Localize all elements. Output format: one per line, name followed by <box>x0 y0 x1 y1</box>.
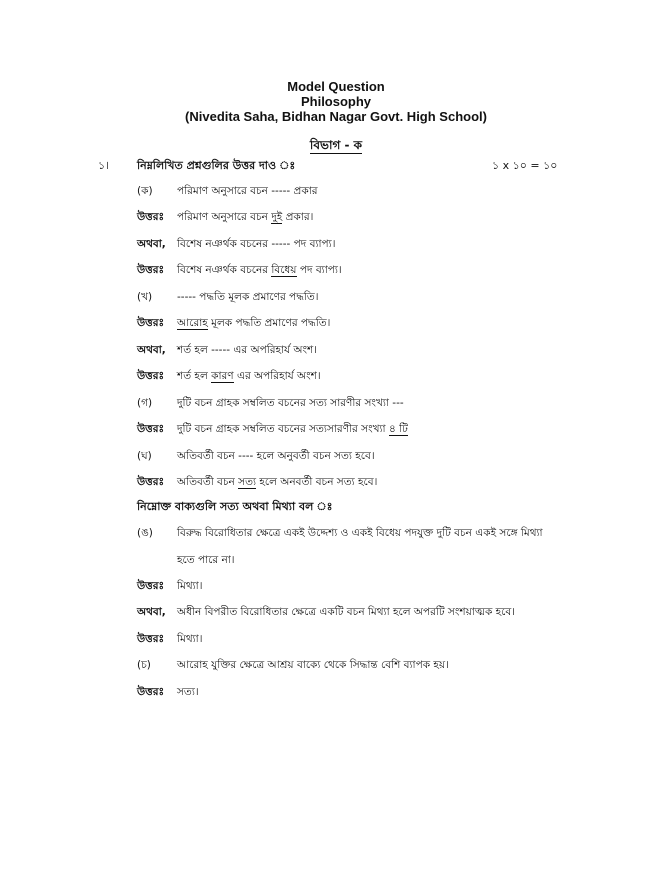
item-text <box>177 263 342 280</box>
item-text <box>177 396 404 413</box>
answer-label: উত্তরঃ <box>137 580 165 592</box>
text-before: দুটি বচন গ্রাহক সম্বলিত বচনের সত্যসারণীর সংখ্যা <box>177 423 389 435</box>
tf-instruction: নিম্নোক্ত বাক্যগুলি সত্য অথবা মিথ্যা বল ঃ <box>137 500 333 513</box>
item-label: (চ) <box>137 659 151 671</box>
text-before: বিশেষ নঞর্থক বচনের ----- পদ ব্যাপ্য। <box>177 238 336 250</box>
item-text <box>177 369 321 386</box>
text-before: পরিমাণ অনুসারে বচন ----- প্রকার <box>177 185 318 197</box>
item-text <box>177 210 313 227</box>
subject-title: Philosophy <box>300 94 372 109</box>
answer-label: উত্তরঃ <box>137 317 165 329</box>
text-after: প্রকার। <box>282 211 314 223</box>
item-text <box>177 184 318 201</box>
item-label: (ঘ) <box>137 450 152 462</box>
answer-label: উত্তরঃ <box>137 370 165 382</box>
marks-label: ১ x ১০ = ১০ <box>492 159 558 172</box>
item-text: অধীন বিপরীত বিরোধিতার ক্ষেত্রে একটি বচন মিথ্যা হলে অপরটি সংশয়াত্মক হবে। <box>177 606 515 618</box>
text-after: হলে অনবর্তী বচন সত্য হবে। <box>256 476 378 488</box>
underlined-answer: বিধেয় <box>271 264 297 276</box>
answer-label: অথবা, <box>137 344 166 356</box>
underlined-answer: আরোহ <box>177 317 208 329</box>
item-text: বিরুদ্ধ বিরোধিতার ক্ষেত্রে একই উদ্দেশ্য ও একই বিধেয় পদযুক্ত দুটি বচন একই সঙ্গে মিথ্যা <box>177 527 543 539</box>
item-text <box>177 290 319 307</box>
item-text <box>177 237 335 254</box>
underlined-answer: কারণ <box>211 370 234 382</box>
section-heading: বিভাগ - ক <box>309 138 363 152</box>
text-before: দুটি বচন গ্রাহক সম্বলিত বচনের সত্য সারণীর সংখ্যা --- <box>177 397 404 409</box>
text-after: পদ ব্যাপ্য। <box>296 264 342 276</box>
item-text-continued: হতে পারে না। <box>177 554 235 566</box>
item-text <box>177 422 408 439</box>
item-text <box>177 475 377 492</box>
answer-label: উত্তরঃ <box>137 476 165 488</box>
item-label: (খ) <box>137 291 153 303</box>
item-text: আরোহ যুক্তির ক্ষেত্রে আশ্রয় বাক্যে থেকে সিদ্ধান্ত বেশি ব্যাপক হয়। <box>177 659 449 671</box>
item-label: (গ) <box>137 397 153 409</box>
or-label: অথবা, <box>137 606 166 618</box>
document-title: Model Question <box>287 79 385 94</box>
answer-label: উত্তরঃ <box>137 686 165 698</box>
answer-label: উত্তরঃ <box>137 264 165 276</box>
underlined-answer: দুই <box>271 211 283 223</box>
item-text <box>177 316 330 333</box>
item-text <box>177 449 375 466</box>
answer-label: অথবা, <box>137 238 166 250</box>
text-before: শর্ত হল <box>177 370 212 382</box>
question-instruction: নিম্নলিখিত প্রশ্নগুলির উত্তর দাও ঃ <box>137 159 296 172</box>
text-after: মূলক পদ্ধতি প্রমাণের পদ্ধতি। <box>207 317 331 329</box>
underlined-answer: সত্য <box>238 476 257 488</box>
text-before: পরিমাণ অনুসারে বচন <box>177 211 272 223</box>
item-label: (ঙ) <box>137 527 153 539</box>
text-before: অতিবর্তী বচন ---- হলে অনুবর্তী বচন সত্য হবে। <box>177 450 375 462</box>
answer-text: মিথ্যা। <box>177 633 203 645</box>
answer-text: মিথ্যা। <box>177 580 203 592</box>
text-after: এর অপরিহার্য অংশ। <box>233 370 321 382</box>
answer-label: উত্তরঃ <box>137 633 165 645</box>
answer-label: উত্তরঃ <box>137 423 165 435</box>
text-before: ----- পদ্ধতি মূলক প্রমাণের পদ্ধতি। <box>177 291 319 303</box>
text-before: অতিবর্তী বচন <box>177 476 239 488</box>
question-number: ১। <box>98 159 110 172</box>
text-before: বিশেষ নঞর্থক বচনের <box>177 264 272 276</box>
text-before: শর্ত হল ----- এর অপরিহার্য অংশ। <box>177 344 318 356</box>
underlined-answer: ৪ টি <box>388 423 408 435</box>
item-label: (ক) <box>137 185 153 197</box>
item-text <box>177 343 317 360</box>
answer-text: সত্য। <box>177 686 199 698</box>
answer-label: উত্তরঃ <box>137 211 165 223</box>
author-line: (Nivedita Saha, Bidhan Nagar Govt. High School) <box>185 109 487 124</box>
